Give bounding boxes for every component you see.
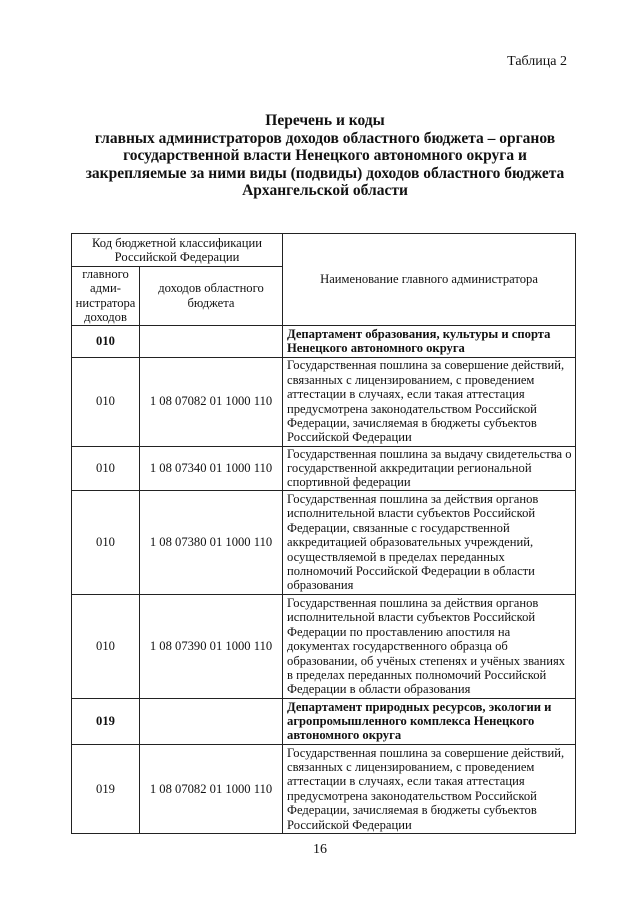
admin-code-column-header: главного адми-нистратора доходов [72, 267, 140, 326]
revenue-description-cell: Государственная пошлина за действия органов исполнительной власти субъектов Российской Федерации, связанные с государственной аккредитацией образовательных учреждений, осуществляемой в пределах переданных полномочий Российской Федерации в области образования [283, 490, 576, 594]
document-title [60, 112, 590, 200]
admin-code-cell: 010 [72, 594, 140, 698]
revenue-code-cell: 1 08 07390 01 1000 110 [140, 594, 283, 698]
title-line: Перечень и коды [265, 112, 385, 129]
revenue-description-cell: Государственная пошлина за совершение действий, связанных с лицензированием, с проведением аттестации в случаях, если такая аттестация предусмотрена законодательством Российской Федерации, зачисляемая в бюджеты субъектов Российской Федерации [283, 744, 576, 833]
table-row [72, 357, 576, 446]
admin-code-cell: 010 [72, 325, 140, 357]
revenue-code-column-header: доходов областного бюджета [140, 267, 283, 326]
admin-code-cell: 010 [72, 446, 140, 490]
admin-code-cell: 010 [72, 357, 140, 446]
table-number-label: Таблица 2 [507, 54, 567, 69]
table-row [72, 744, 576, 833]
administrators-table [71, 233, 576, 834]
revenue-description-cell: Государственная пошлина за совершение действий, связанных с лицензированием, с проведением аттестации в случаях, если такая аттестация предусмотрена законодательством Российской Федерации, зачисляемая в бюджеты субъектов Российской Федерации [283, 357, 576, 446]
revenue-code-cell [140, 698, 283, 744]
revenue-code-cell: 1 08 07082 01 1000 110 [140, 744, 283, 833]
title-line: главных администраторов доходов областного бюджета – органов [94, 129, 556, 147]
revenue-description-cell: Государственная пошлина за действия органов исполнительной власти субъектов Российской Федерации по проставлению апостиля на документах государственного образца об образовании, об учёных степенях и учёных званиях в пределах переданных полномочий Российской Федерации в области образования [283, 594, 576, 698]
title-line: Архангельской области [242, 182, 408, 199]
revenue-code-cell: 1 08 07380 01 1000 110 [140, 490, 283, 594]
table-row [72, 325, 576, 357]
administrator-name-cell: Департамент образования, культуры и спорта Ненецкого автономного округа [283, 325, 576, 357]
table-row [72, 490, 576, 594]
admin-code-cell: 010 [72, 490, 140, 594]
revenue-code-cell [140, 325, 283, 357]
revenue-code-cell: 1 08 07340 01 1000 110 [140, 446, 283, 490]
admin-code-cell: 019 [72, 744, 140, 833]
revenue-description-cell: Государственная пошлина за выдачу свидетельства о государственной аккредитации региональной спортивной федерации [283, 446, 576, 490]
administrator-name-cell: Департамент природных ресурсов, экологии и агропромышленного комплекса Ненецкого автономного округа [283, 698, 576, 744]
revenue-code-cell: 1 08 07082 01 1000 110 [140, 357, 283, 446]
title-line: государственной власти Ненецкого автономного округа и [123, 147, 527, 164]
table-row [72, 594, 576, 698]
classification-group-header: Код бюджетной классификации Российской Федерации [72, 234, 283, 267]
table-header-row [72, 234, 576, 267]
title-line: закрепляемые за ними виды (подвиды) доходов областного бюджета [85, 164, 565, 182]
page-number: 16 [313, 842, 327, 857]
admin-code-cell: 019 [72, 698, 140, 744]
table-row [72, 446, 576, 490]
name-column-header: Наименование главного администратора [283, 234, 576, 326]
table-row [72, 698, 576, 744]
